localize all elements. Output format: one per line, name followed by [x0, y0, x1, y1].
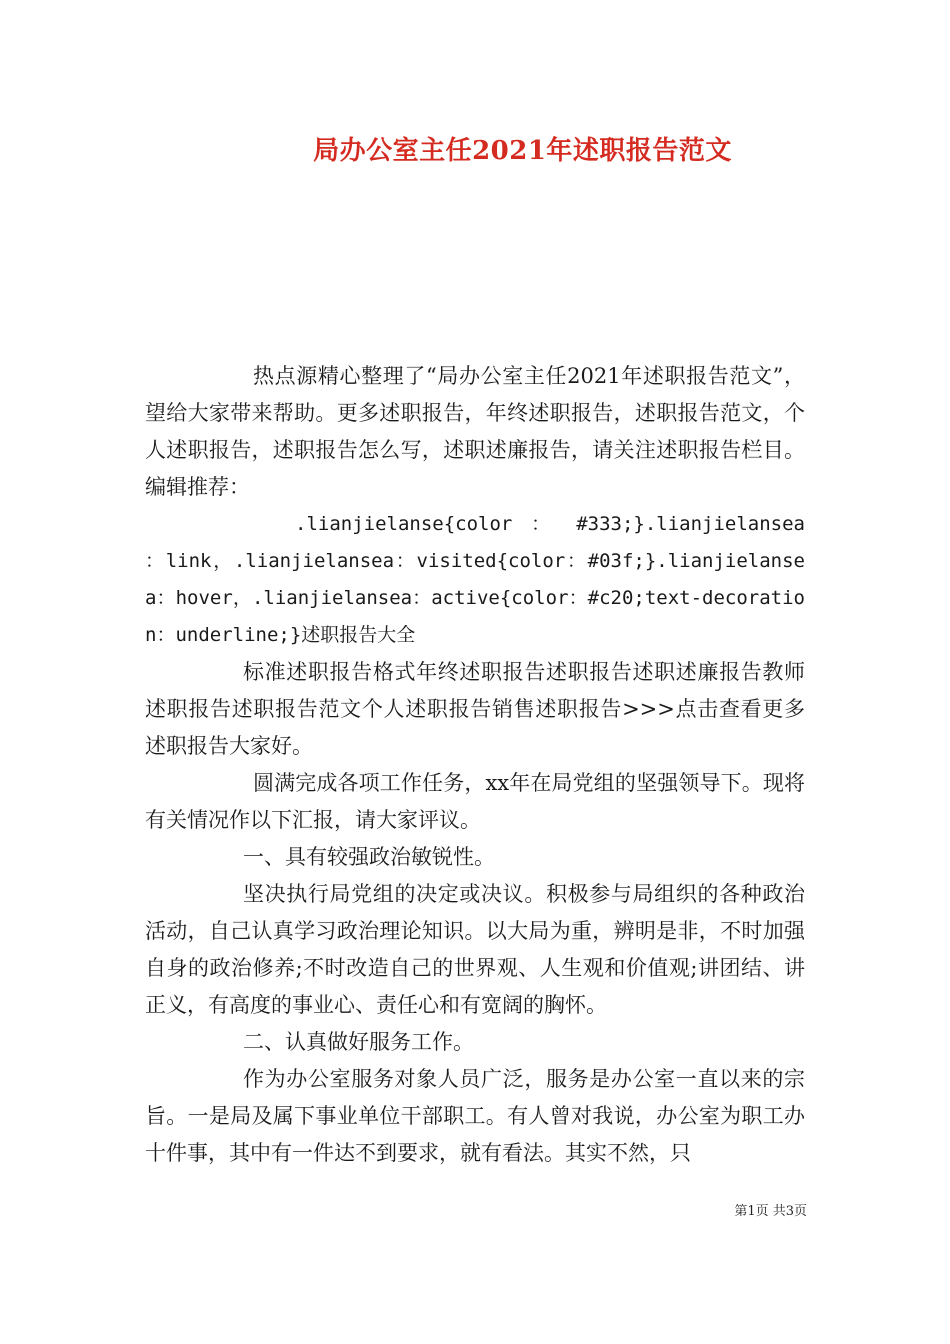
page-number: 第1页 共3页	[734, 1204, 807, 1219]
document-title: 局办公室主任2021年述职报告范文	[313, 136, 732, 166]
section-heading: 一、具有较强政治敏锐性。	[243, 845, 495, 869]
paragraph: 热点源精心整理了“局办公室主任2021年述职报告范文”，望给大家带来帮助。更多述职报告，年终述职报告，述职报告范文，个人述职报告，述职报告怎么写，述职述廉报告，请关注述职报告栏目。编辑推荐：	[145, 364, 805, 499]
paragraph: 圆满完成各项工作任务，xx年在局党组的坚强领导下。现将有关情况作以下汇报，请大家评议。	[145, 771, 805, 832]
document-body	[145, 358, 805, 1172]
paragraph: 标准述职报告格式年终述职报告述职报告述职述廉报告教师述职报告述职报告范文个人述职报告销售述职报告>>>点击查看更多述职报告大家好。	[145, 660, 805, 758]
paragraph: 作为办公室服务对象人员广泛，服务是办公室一直以来的宗旨。一是局及属下事业单位干部职工。有人曾对我说，办公室为职工办十件事，其中有一件达不到要求，就有看法。其实不然，只	[145, 1067, 805, 1165]
paragraph-code: .lianjielanse{color ： #333;}.lianjielansea ：link，.lianjielansea：visited{color：#03f;}.lianjielansea：hover，.lianjielansea：active{color：#c20;text-decoration：underline;}述职报告大全	[145, 513, 805, 646]
paragraph: 坚决执行局党组的决定或决议。积极参与局组织的各种政治活动，自己认真学习政治理论知识。以大局为重，辨明是非，不时加强自身的政治修养;不时改造自己的世界观、人生观和价值观;讲团结、讲正义，有高度的事业心、责任心和有宽阔的胸怀。	[145, 882, 805, 1017]
section-heading: 二、认真做好服务工作。	[243, 1030, 474, 1054]
